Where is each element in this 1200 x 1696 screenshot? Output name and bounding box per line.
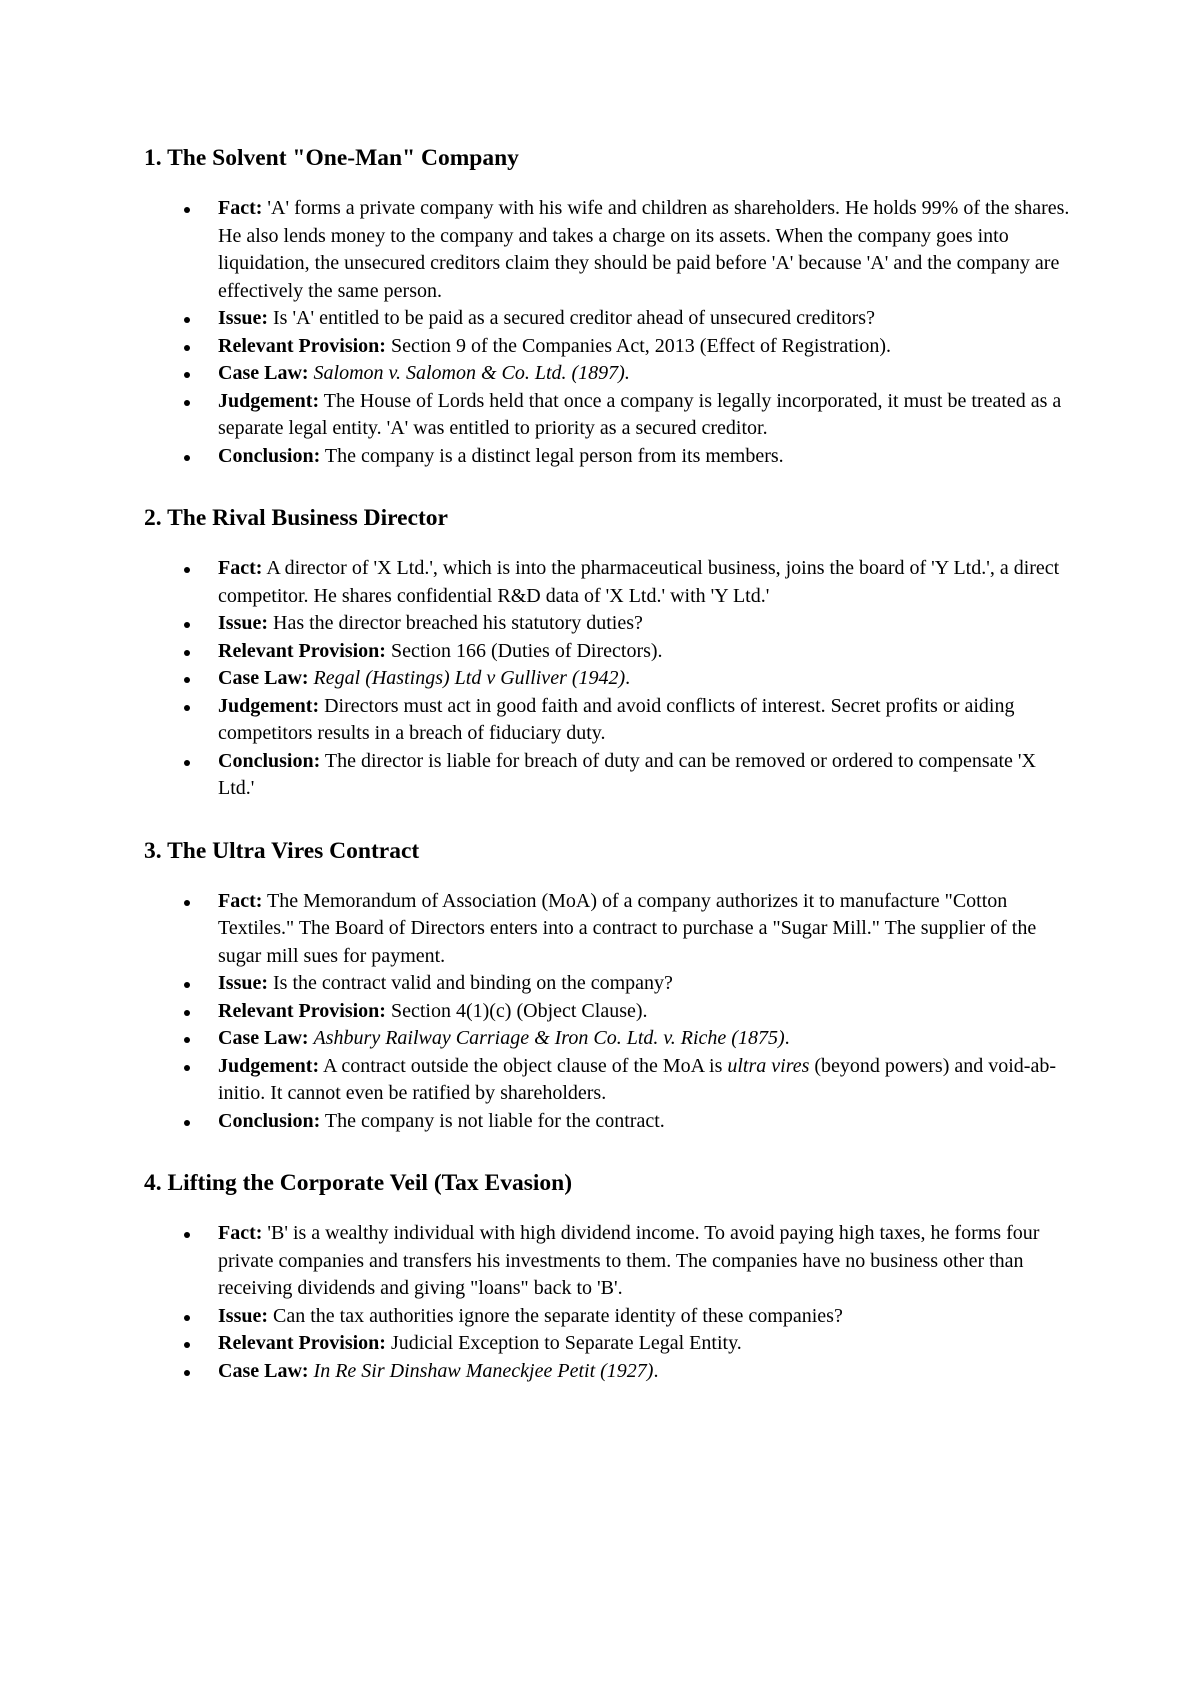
- case-details-list: [144, 195, 1070, 470]
- case-section-1: [144, 143, 1070, 470]
- fact-text: 'A' forms a private company with his wife and children as shareholders. He holds 99% of the shares. He also lends money to the company and takes a charge on its assets. When the company goes into liquidation, the unsecured creditors claim they should be paid before 'A' because 'A' and the company are effectively the same person.: [218, 197, 1070, 302]
- fact-item: [218, 555, 1070, 610]
- case-title: 3. The Ultra Vires Contract: [144, 837, 420, 864]
- issue-text: Is the contract valid and binding on the company?: [268, 972, 673, 994]
- fact-item: [218, 888, 1070, 971]
- case-law-item: [218, 1358, 1070, 1386]
- case-law-suffix: .: [653, 1359, 659, 1382]
- judgement-text: Directors must act in good faith and avoid conflicts of interest. Secret profits or aiding competitors results in a breach of fiduciary duty.: [218, 694, 1015, 744]
- issue-text: Can the tax authorities ignore the separate identity of these companies?: [268, 1304, 843, 1327]
- fact-text: A director of 'X Ltd.', which is into the pharmaceutical business, joins the board of 'Y Ltd.', a direct competitor. He shares confidential R&D data of 'X Ltd.' with 'Y Ltd.': [218, 557, 1060, 607]
- case-law-suffix: .: [784, 1027, 790, 1049]
- case-title: 2. The Rival Business Director: [144, 505, 448, 531]
- conclusion-text: The company is not liable for the contract.: [320, 1109, 665, 1132]
- fact-label: Fact:: [218, 1222, 263, 1244]
- provision-text: Judicial Exception to Separate Legal Entity.: [385, 1332, 742, 1354]
- provision-text: Section 166 (Duties of Directors).: [385, 639, 663, 662]
- case-law-item: [218, 665, 1070, 693]
- case-section-4: [144, 1168, 1070, 1385]
- issue-label: Issue:: [218, 307, 269, 329]
- judgement-text-after: (beyond powers) and void-ab-initio. It cannot even be ratified by shareholders.: [218, 1054, 1056, 1104]
- case-law-citation: In Re Sir Dinshaw Maneckjee Petit (1927): [313, 1359, 654, 1382]
- fact-text: The Memorandum of Association (MoA) of a company authorizes it to manufacture "Cotton Textiles." The Board of Directors enters into a contract to purchase a "Sugar Mill." The supplier of the sugar mill sues for payment.: [218, 889, 1037, 967]
- case-law-citation: Ashbury Railway Carriage & Iron Co. Ltd. v. Riche (1875): [313, 1027, 785, 1049]
- fact-label: Fact:: [218, 557, 263, 579]
- case-section-2: [144, 503, 1070, 803]
- case-law-label: Case Law:: [218, 362, 309, 384]
- fact-item: [218, 195, 1070, 305]
- issue-item: [218, 1303, 1070, 1331]
- judgement-text: The House of Lords held that once a company is legally incorporated, it must be treated as a separate legal entity. 'A' was entitled to priority as a secured creditor.: [218, 389, 1062, 439]
- judgement-item: [218, 1053, 1070, 1108]
- issue-text: Has the director breached his statutory duties?: [268, 612, 643, 634]
- case-details-list: [144, 555, 1070, 803]
- provision-text: Section 4(1)(c) (Object Clause).: [385, 999, 648, 1022]
- case-title: 4. Lifting the Corporate Veil (Tax Evasion): [144, 1170, 573, 1196]
- fact-text: 'B' is a wealthy individual with high dividend income. To avoid paying high taxes, he forms four private companies and transfers his investments to them. The companies have no business other than receiving dividends and giving "loans" back to 'B'.: [218, 1222, 1040, 1299]
- fact-label: Fact:: [218, 889, 263, 912]
- conclusion-item: [218, 443, 1070, 471]
- conclusion-item: [218, 1108, 1070, 1136]
- conclusion-label: Conclusion:: [218, 1109, 321, 1132]
- provision-label: Relevant Provision:: [218, 1332, 386, 1354]
- issue-label: Issue:: [218, 612, 269, 634]
- judgement-label: Judgement:: [218, 694, 320, 717]
- conclusion-text: The company is a distinct legal person from its members.: [320, 444, 784, 467]
- provision-item: [218, 1330, 1070, 1358]
- case-law-citation: Salomon v. Salomon & Co. Ltd. (1897).: [313, 362, 630, 384]
- conclusion-item: [218, 748, 1070, 803]
- case-section-3: [144, 836, 1070, 1136]
- issue-item: [218, 970, 1070, 998]
- case-law-label: Case Law:: [218, 1027, 309, 1049]
- fact-label: Fact:: [218, 197, 263, 219]
- case-law-citation: Regal (Hastings) Ltd v Gulliver (1942): [313, 667, 626, 689]
- issue-item: [218, 610, 1070, 638]
- issue-label: Issue:: [218, 1304, 269, 1327]
- case-law-label: Case Law:: [218, 1359, 309, 1382]
- provision-label: Relevant Provision:: [218, 334, 386, 357]
- issue-text: Is 'A' entitled to be paid as a secured creditor ahead of unsecured creditors?: [268, 307, 875, 329]
- case-details-list: [144, 888, 1070, 1136]
- case-details-list: [144, 1220, 1070, 1385]
- conclusion-text: The director is liable for breach of duty and can be removed or ordered to compensate 'X Ltd.': [218, 749, 1036, 799]
- provision-text: Section 9 of the Companies Act, 2013 (Effect of Registration).: [385, 334, 892, 357]
- judgement-item: [218, 693, 1070, 748]
- judgement-label: Judgement:: [218, 389, 320, 412]
- provision-item: [218, 998, 1070, 1026]
- case-law-suffix: .: [625, 667, 631, 689]
- judgement-label: Judgement:: [218, 1054, 320, 1077]
- case-law-item: [218, 1025, 1070, 1053]
- case-law-item: [218, 360, 1070, 388]
- issue-label: Issue:: [218, 972, 269, 994]
- fact-item: [218, 1220, 1070, 1303]
- provision-item: [218, 333, 1070, 361]
- case-law-label: Case Law:: [218, 667, 309, 689]
- case-title: 1. The Solvent "One-Man" Company: [144, 145, 519, 171]
- provision-label: Relevant Provision:: [218, 639, 386, 662]
- judgement-text-before: A contract outside the object clause of the MoA is: [319, 1054, 728, 1077]
- judgement-item: [218, 388, 1070, 443]
- issue-item: [218, 305, 1070, 333]
- provision-label: Relevant Provision:: [218, 999, 386, 1022]
- conclusion-label: Conclusion:: [218, 444, 321, 467]
- conclusion-label: Conclusion:: [218, 749, 321, 772]
- judgement-term: ultra vires: [727, 1054, 810, 1077]
- provision-item: [218, 638, 1070, 666]
